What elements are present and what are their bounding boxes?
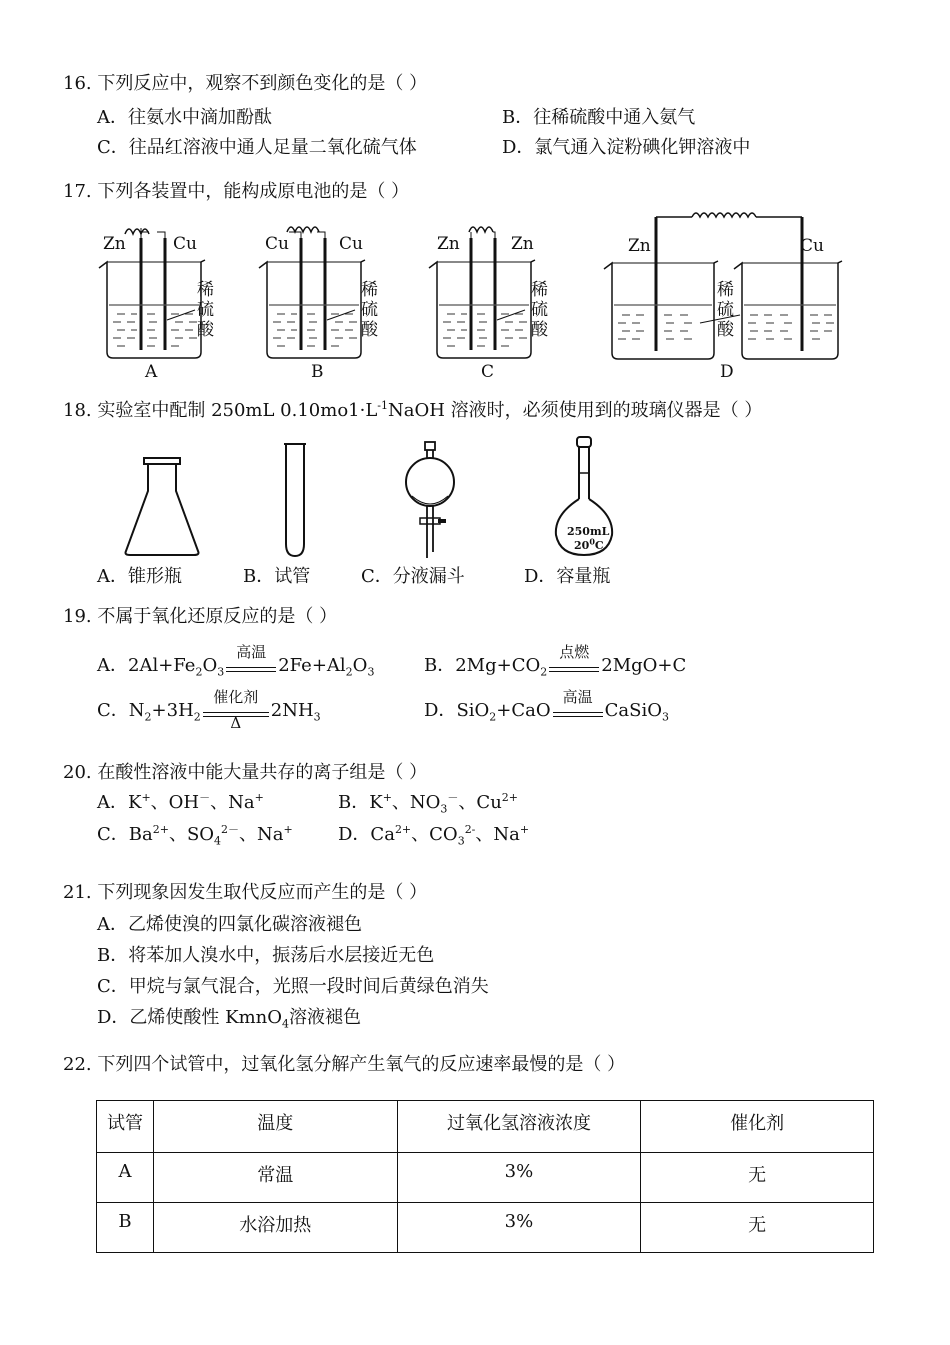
q18-option-c[interactable]: C．分液漏斗 (361, 566, 465, 587)
table-cell: 无 (641, 1153, 874, 1203)
table-cell: 无 (641, 1203, 874, 1253)
q18-stem-sup: -1 (377, 399, 388, 412)
galvanic-device-a[interactable] (95, 210, 225, 385)
q16-option-a[interactable]: A．往氨水中滴加酚酞 (97, 107, 272, 128)
acid-label-1: 稀 (361, 280, 378, 300)
device-b-label: B (311, 362, 324, 382)
device-d-label: D (720, 362, 734, 382)
acid-label-2: 硫 (197, 300, 214, 320)
flask-temp-degree: 0 (589, 536, 595, 547)
table-row (97, 1203, 874, 1253)
test-tube-figure (280, 440, 310, 560)
q18-option-b[interactable]: B．试管 (243, 566, 311, 587)
q21-option-b[interactable]: B．将苯加人溴水中，振荡后水层接近无色 (97, 945, 435, 966)
reversible-arrow (203, 688, 269, 732)
q20-option-b[interactable]: B．K+、$NO_3^-$、$Cu^{2+}$ (338, 791, 519, 816)
question-19-stem: 19. 不属于氧化还原反应的是（ ） (63, 606, 338, 627)
q18-option-a[interactable]: A．锥形瓶 (97, 566, 182, 587)
volumetric-flask-volume-text: 250mL (567, 525, 610, 538)
acid-label-1: 稀 (197, 280, 214, 300)
condition-heat-symbol: Δ (230, 714, 242, 732)
q19-d-label: D． (424, 700, 457, 721)
condition-text: 高温 (562, 688, 593, 706)
flask-temp-number: 20 (574, 539, 590, 552)
question-17-stem: 17. 下列各装置中，能构成原电池的是（ ） (63, 181, 410, 202)
electrode-right-label: Cu (173, 234, 197, 254)
q19-c-label: C． (97, 700, 129, 721)
q19-option-d[interactable]: D．SiO$_2$+CaO 高温 CaSiO$_3$ (424, 688, 669, 724)
question-20-stem: 20. 在酸性溶液中能大量共存的离子组是（ ） (63, 762, 428, 783)
table-cell: 3% (397, 1203, 641, 1253)
flask-temp-unit: C (594, 539, 604, 552)
condition-text: 催化剂 (213, 688, 259, 706)
volumetric-flask-temp-text (574, 536, 604, 552)
table-cell: 常温 (153, 1153, 397, 1203)
acid-label-3: 酸 (531, 320, 548, 340)
q21-option-d[interactable] (97, 1007, 362, 1031)
table-cell: 3% (397, 1153, 641, 1203)
q21-option-c[interactable]: C．甲烷与氯气混合，光照一段时间后黄绿色消失 (97, 976, 489, 997)
reaction-rate-table (96, 1100, 874, 1253)
table-cell: A (97, 1153, 154, 1203)
question-22-stem: 22. 下列四个试管中，过氧化氢分解产生氧气的反应速率最慢的是（ ） (63, 1054, 626, 1075)
galvanic-device-b[interactable] (255, 210, 385, 385)
table-cell: 水浴加热 (153, 1203, 397, 1253)
galvanic-device-c[interactable] (425, 210, 565, 385)
electrode-left-label: Cu (265, 234, 289, 254)
electrode-left-label: Zn (628, 236, 651, 256)
electrode-left-label: Zn (437, 234, 460, 254)
reaction-condition-arrow (226, 643, 276, 675)
reaction-condition-arrow (549, 643, 599, 675)
q18-stem-pre: 18. 实验室中配制 250mL 0.10mo1·L (63, 400, 378, 421)
reaction-condition-arrow (553, 688, 603, 720)
q20-option-c[interactable]: C．$Ba^{2+}$、$SO_4^{2-}$、Na+ (97, 823, 293, 848)
question-18-stem (63, 399, 763, 421)
acid-label-1: 稀 (717, 280, 734, 300)
acid-label-3: 酸 (361, 320, 378, 340)
q19-a-label: A． (97, 655, 128, 676)
q20-option-d[interactable]: D．$Ca^{2+}$、$CO_3^{2-}$、Na+ (338, 823, 530, 848)
acid-label-3: 酸 (717, 320, 734, 340)
q19-option-a[interactable]: A．$2Al+Fe_2O_3$ 高温 $2Fe+Al_2O_3$ (97, 643, 375, 679)
acid-label-1: 稀 (531, 280, 548, 300)
acid-label-2: 硫 (717, 300, 734, 320)
q16-option-b[interactable]: B．往稀硫酸中通入氨气 (502, 107, 696, 128)
q18-option-d[interactable]: D．容量瓶 (524, 566, 611, 587)
table-header-row (97, 1101, 874, 1153)
q16-option-c[interactable]: C．往品红溶液中通人足量二氧化硫气体 (97, 137, 417, 158)
q21-d-text-pre: D．乙烯使酸性 KmnO (97, 1007, 283, 1028)
table-header-cell: 试管 (97, 1101, 154, 1153)
erlenmeyer-flask-figure (120, 455, 200, 560)
q21-d-subscript: 4 (282, 1017, 290, 1031)
acid-label-2: 硫 (531, 300, 548, 320)
question-21-stem: 21. 下列现象因发生取代反应而产生的是（ ） (63, 882, 428, 903)
device-c-label: C (481, 362, 495, 382)
galvanic-device-d[interactable] (600, 205, 850, 385)
table-header-cell: 催化剂 (641, 1101, 874, 1153)
table-header-cell: 温度 (153, 1101, 397, 1153)
electrode-right-label: Cu (339, 234, 363, 254)
table-row (97, 1153, 874, 1203)
q19-b-label: B． (424, 655, 456, 676)
q18-stem-post: NaOH 溶液时，必须使用到的玻璃仪器是（ ） (388, 400, 763, 421)
electrode-right-label: Zn (511, 234, 534, 254)
condition-text: 高温 (236, 643, 267, 661)
q16-option-d[interactable]: D．氯气通入淀粉碘化钾溶液中 (502, 137, 751, 158)
device-a-label: A (145, 362, 158, 382)
q19-option-c[interactable]: C．$N_2+3H_2$ 催化剂 Δ $2NH_3$ (97, 688, 321, 732)
q21-option-a[interactable]: A．乙烯使溴的四氯化碳溶液褪色 (97, 914, 362, 935)
question-16-stem: 16. 下列反应中，观察不到颜色变化的是（ ） (63, 73, 428, 94)
acid-label-3: 酸 (197, 320, 214, 340)
condition-text: 点燃 (559, 643, 590, 661)
q21-d-text-post: 溶液褪色 (289, 1007, 362, 1028)
q20-option-a[interactable]: A．K+、OH－、Na+ (97, 791, 264, 813)
q19-option-b[interactable]: B．$2Mg+CO_2$ 点燃 2MgO+C (424, 643, 687, 679)
electrode-right-label: Cu (800, 236, 824, 256)
table-cell: B (97, 1203, 154, 1253)
table-header-cell: 过氧化氢溶液浓度 (397, 1101, 641, 1153)
acid-label-2: 硫 (361, 300, 378, 320)
electrode-left-label: Zn (103, 234, 126, 254)
separatory-funnel-figure (400, 440, 460, 562)
